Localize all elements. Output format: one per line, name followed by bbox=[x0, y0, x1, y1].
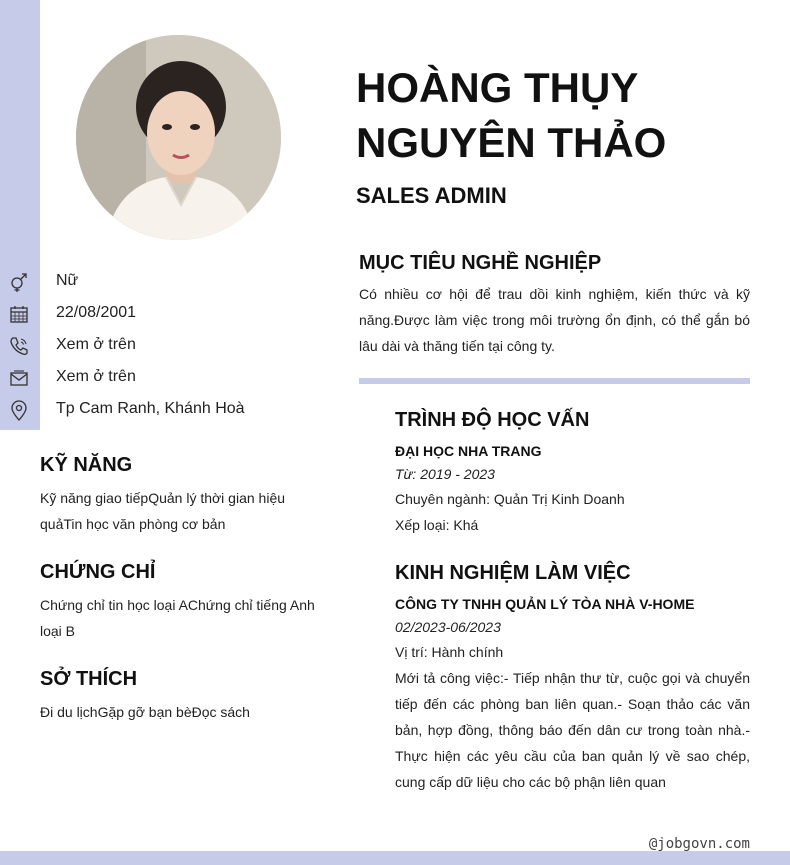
profile-photo bbox=[76, 35, 281, 240]
objective-text: Có nhiều cơ hội để trau dồi kinh nghiệm, kiến thức và kỹ năng.Được làm việc trong môi trường ổn định, có thể gắn bó lâu dài và thăng tiến tại công ty. bbox=[359, 286, 750, 354]
skills-text: Kỹ năng giao tiếpQuản lý thời gian hiệu quảTin học văn phòng cơ bản bbox=[40, 490, 286, 532]
experience-heading: KINH NGHIỆM LÀM VIỆC bbox=[395, 562, 631, 584]
mail-icon bbox=[8, 367, 30, 389]
candidate-name bbox=[356, 60, 776, 170]
contact-phone-text: Xem ở trên bbox=[56, 336, 136, 353]
gender-icon bbox=[8, 271, 30, 293]
footer-accent-bar bbox=[0, 851, 790, 865]
certificates-text: Chứng chỉ tin học loại AChứng chỉ tiếng Anh loại B bbox=[40, 597, 315, 639]
contact-email-text: Xem ở trên bbox=[56, 368, 136, 385]
section-divider bbox=[359, 378, 750, 384]
experience-company: CÔNG TY TNHH QUẢN LÝ TÒA NHÀ V-HOME bbox=[395, 596, 695, 612]
education-major: Chuyên ngành: Quản Trị Kinh Doanh bbox=[395, 491, 625, 507]
contact-birthdate bbox=[0, 301, 330, 327]
profile-photo-illustration bbox=[76, 35, 281, 240]
education-grade: Xếp loại: Khá bbox=[395, 517, 479, 533]
location-icon bbox=[8, 399, 30, 421]
education-school: ĐẠI HỌC NHA TRANG bbox=[395, 443, 542, 459]
candidate-name-line2: NGUYÊN THẢO bbox=[356, 119, 667, 166]
watermark: @jobgovn.com bbox=[648, 836, 750, 852]
phone-icon bbox=[8, 335, 30, 357]
education-heading: TRÌNH ĐỘ HỌC VẤN bbox=[395, 409, 590, 431]
job-title: SALES ADMIN bbox=[356, 183, 507, 208]
experience-position: Vị trí: Hành chính bbox=[395, 644, 504, 660]
certificates-heading: CHỨNG CHỈ bbox=[40, 561, 156, 583]
contact-location bbox=[0, 397, 330, 423]
experience-period: 02/2023-06/2023 bbox=[395, 619, 501, 635]
hobbies-heading: SỞ THÍCH bbox=[40, 668, 138, 690]
education-period: Từ: 2019 - 2023 bbox=[395, 466, 495, 482]
candidate-name-line1: HOÀNG THỤY bbox=[356, 64, 639, 111]
objective-heading: MỤC TIÊU NGHỀ NGHIỆP bbox=[359, 252, 602, 274]
contact-location-text: Tp Cam Ranh, Khánh Hoà bbox=[56, 400, 245, 417]
contact-phone bbox=[0, 333, 330, 359]
contact-email bbox=[0, 365, 330, 391]
hobbies-text: Đi du lịchGặp gỡ bạn bèĐọc sách bbox=[40, 704, 250, 720]
experience-description: Mới tả công việc:- Tiếp nhận thư từ, cuộc gọi và chuyển tiếp đến các phòng ban liên quan.- Soạn thảo các văn bản, hợp đồng, thông báo đến dân cư trong toàn nhà.- Thực hiện các yêu cầu của ban quản lý về sao chép, cung cấp dữ liệu cho các bộ phận liên quan bbox=[395, 670, 750, 790]
contact-gender bbox=[0, 269, 330, 295]
contact-gender-text: Nữ bbox=[56, 272, 79, 289]
contact-birthdate-text: 22/08/2001 bbox=[56, 304, 137, 321]
skills-heading: KỸ NĂNG bbox=[40, 454, 133, 476]
calendar-icon bbox=[8, 303, 30, 325]
